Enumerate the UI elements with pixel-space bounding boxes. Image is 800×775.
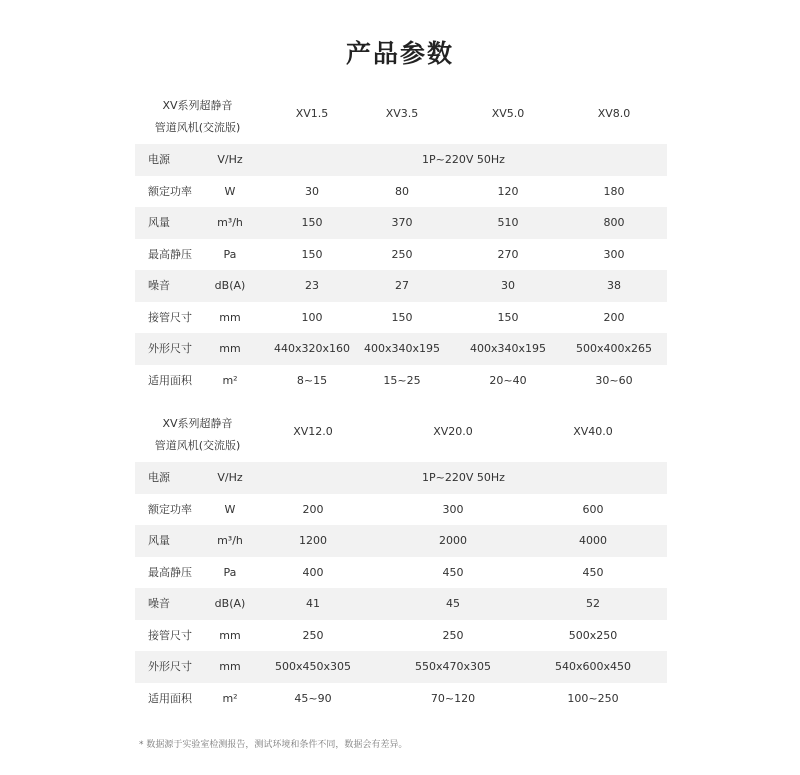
value-cell: 23 xyxy=(305,279,319,292)
value-cell: 150 xyxy=(497,310,519,324)
table-row xyxy=(135,144,667,176)
row-label: 电源 xyxy=(148,471,170,484)
value-cell: 510 xyxy=(497,216,519,229)
product-series-name-line: 管道风机(交流版) xyxy=(154,439,241,452)
value-cell: 600 xyxy=(582,502,604,516)
model-header: XV20.0 xyxy=(433,425,473,438)
value-cell: 400x340x195 xyxy=(469,342,546,355)
value-cell: 15~25 xyxy=(383,373,421,387)
value-cell: 20~40 xyxy=(489,373,527,387)
row-label: 外形尺寸 xyxy=(148,342,192,355)
row-label: 接管尺寸 xyxy=(148,628,192,642)
value-cell: 200 xyxy=(302,502,324,516)
value-cell: 38 xyxy=(607,279,621,292)
value-cell: 250 xyxy=(442,628,464,642)
product-series-name xyxy=(135,413,260,457)
value-cell: 500x250 xyxy=(568,628,618,642)
value-cell: 270 xyxy=(497,247,519,261)
value-cell: 400 xyxy=(302,565,324,579)
value-cell: 30 xyxy=(501,279,515,292)
table-row xyxy=(135,239,667,271)
row-label: 外形尺寸 xyxy=(148,660,192,673)
row-label: 最高静压 xyxy=(148,247,192,261)
row-unit: W xyxy=(224,502,236,516)
value-cell: 300 xyxy=(603,247,625,261)
value-cell: 150 xyxy=(391,310,413,324)
value-cell: 200 xyxy=(603,310,625,324)
row-label: 适用面积 xyxy=(148,691,192,705)
table-row xyxy=(135,333,667,365)
value-cell: 150 xyxy=(301,247,323,261)
value-cell: 500x450x305 xyxy=(274,660,351,673)
model-header: XV1.5 xyxy=(295,107,329,120)
model-header: XV5.0 xyxy=(491,107,525,120)
row-label: 电源 xyxy=(148,153,170,166)
value-cell: 1200 xyxy=(299,534,327,547)
value-cell: 500x400x265 xyxy=(575,342,652,355)
value-cell: 70~120 xyxy=(430,691,476,705)
row-label: 接管尺寸 xyxy=(148,310,192,324)
value-cell: 180 xyxy=(603,184,625,198)
value-cell: 150 xyxy=(301,216,323,229)
value-cell: 440x320x160 xyxy=(273,342,350,355)
page-title: 产品参数 xyxy=(345,39,454,68)
model-header: XV40.0 xyxy=(573,425,613,438)
table-row xyxy=(135,365,667,397)
product-series-name-line: XV系列超静音 xyxy=(162,417,233,430)
row-unit: m² xyxy=(222,373,238,387)
value-cell: 370 xyxy=(391,216,413,229)
value-cell: 30 xyxy=(305,184,319,198)
spanning-value-cell: 1P~220V 50Hz xyxy=(422,471,505,484)
table-row xyxy=(135,270,667,302)
table-row xyxy=(135,588,667,620)
value-cell: 450 xyxy=(442,565,464,579)
table-row xyxy=(135,462,667,494)
value-cell: 300 xyxy=(442,502,464,516)
value-cell: 250 xyxy=(302,628,324,642)
row-label: 最高静压 xyxy=(148,565,192,579)
table-row xyxy=(135,651,667,683)
value-cell: 52 xyxy=(586,597,600,610)
product-series-name-line: 管道风机(交流版) xyxy=(154,121,241,134)
table-row xyxy=(135,620,667,652)
row-unit: m³/h xyxy=(217,216,243,229)
row-label: 噪音 xyxy=(148,597,170,610)
footnote: * 数据源于实验室检测报告，测试环境和条件不同，数据会有差异。 xyxy=(139,740,408,750)
row-label: 噪音 xyxy=(148,279,170,292)
table-row xyxy=(135,683,667,715)
product-series-name xyxy=(135,95,260,139)
row-unit: dB(A) xyxy=(214,279,246,292)
row-unit: Pa xyxy=(223,247,237,261)
value-cell: 80 xyxy=(395,184,409,198)
table-row xyxy=(135,557,667,589)
row-unit: W xyxy=(224,184,236,198)
value-cell: 800 xyxy=(603,216,625,229)
model-header: XV12.0 xyxy=(293,425,333,438)
value-cell: 400x340x195 xyxy=(363,342,440,355)
table-row xyxy=(135,302,667,334)
row-unit: m² xyxy=(222,691,238,705)
value-cell: 27 xyxy=(395,279,409,292)
model-header: XV3.5 xyxy=(385,107,419,120)
row-label: 风量 xyxy=(148,216,170,229)
row-label: 额定功率 xyxy=(148,502,192,516)
row-unit: mm xyxy=(219,310,241,324)
value-cell: 250 xyxy=(391,247,413,261)
value-cell: 540x600x450 xyxy=(554,660,631,673)
row-unit: m³/h xyxy=(217,534,243,547)
row-unit: dB(A) xyxy=(214,597,246,610)
table-header-row xyxy=(135,93,667,144)
value-cell: 41 xyxy=(306,597,320,610)
table-row xyxy=(135,207,667,239)
product-series-name-line: XV系列超静音 xyxy=(162,99,233,112)
row-unit: V/Hz xyxy=(217,471,243,484)
value-cell: 45 xyxy=(446,597,460,610)
table-row xyxy=(135,494,667,526)
spec-table-1 xyxy=(135,93,667,396)
value-cell: 120 xyxy=(497,184,519,198)
model-header: XV8.0 xyxy=(597,107,631,120)
value-cell: 100 xyxy=(301,310,323,324)
value-cell: 4000 xyxy=(579,534,607,547)
value-cell: 550x470x305 xyxy=(414,660,491,673)
value-cell: 450 xyxy=(582,565,604,579)
row-label: 适用面积 xyxy=(148,373,192,387)
spanning-value-cell: 1P~220V 50Hz xyxy=(422,153,505,166)
row-label: 额定功率 xyxy=(148,184,192,198)
row-unit: mm xyxy=(219,660,241,673)
value-cell: 8~15 xyxy=(296,373,328,387)
row-unit: Pa xyxy=(223,565,237,579)
value-cell: 100~250 xyxy=(567,691,619,705)
table-header-row xyxy=(135,411,667,462)
row-label: 风量 xyxy=(148,534,170,547)
row-unit: mm xyxy=(219,628,241,642)
spec-table-2 xyxy=(135,411,667,714)
value-cell: 2000 xyxy=(439,534,467,547)
value-cell: 45~90 xyxy=(294,691,332,705)
row-unit: V/Hz xyxy=(217,153,243,166)
table-row xyxy=(135,176,667,208)
row-unit: mm xyxy=(219,342,241,355)
table-row xyxy=(135,525,667,557)
value-cell: 30~60 xyxy=(595,373,633,387)
